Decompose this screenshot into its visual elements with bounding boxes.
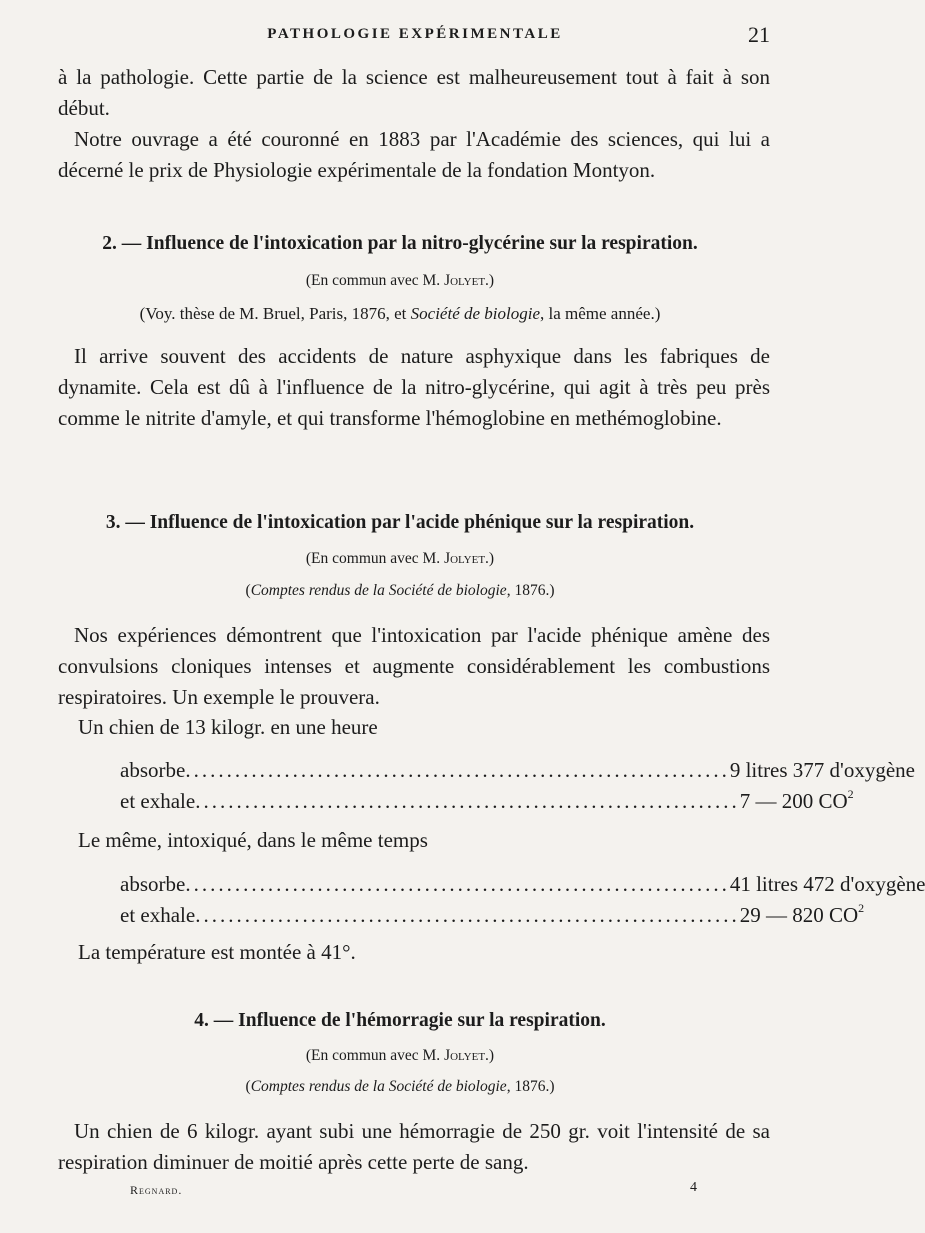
data-row-absorbe-1: absorbe .................................................................. 9 litres 377 d'oxygène <box>120 758 915 782</box>
section-2-collaboration: (En commun avec M. Jolyet.) <box>305 272 495 289</box>
section-3-line-a: Un chien de 13 kilogr. en une heure <box>78 715 378 739</box>
intro-paragraph-end: à la pathologie. Cette partie de la science est malheureusement tout à fait à son début. <box>58 65 770 120</box>
section-2-body: Il arrive souvent des accidents de nature asphyxique dans les fabriques de dynamite. Cela est dû à l'influence de la nitro-glycérine, qui agit à très peu près comme le nitrite d'amyle, et qui transforme l'hémoglobine en methémoglobine. <box>58 344 770 430</box>
section-3-line-b: Le même, intoxiqué, dans le même temps <box>78 828 428 852</box>
section-2-heading: 2. — Influence de l'intoxication par la nitro-glycérine sur la respiration. <box>102 233 698 254</box>
running-header <box>60 22 770 50</box>
section-4-heading: 4. — Influence de l'hémorragie sur la respiration. <box>194 1010 606 1031</box>
running-title: PATHOLOGIE EXPÉRIMENTALE <box>267 26 563 42</box>
page-number: 21 <box>748 22 770 47</box>
section-3-reference: (Comptes rendus de la Société de biologie, 1876.) <box>245 582 555 599</box>
footer-author: Regnard. <box>130 1183 183 1197</box>
section-3-collaboration: (En commun avec M. Jolyet.) <box>305 550 495 567</box>
data-row-absorbe-2: absorbe .................................................................. 41 litres 472 d'oxygène <box>120 872 925 896</box>
data-row-exhale-1: et exhale .................................................................. 7 — 200 $CO^2$ <box>120 787 854 813</box>
section-3-body: Nos expériences démontrent que l'intoxication par l'acide phénique amène des convulsions cloniques intenses et augmente considérablement les combustions respiratoires. Un exemple le prouvera. <box>58 623 770 709</box>
data-row-exhale-2: et exhale .................................................................. 29 — 820 $CO^2$ <box>120 901 865 927</box>
section-4-reference: (Comptes rendus de la Société de biologie, 1876.) <box>245 1078 555 1095</box>
footer-signature: 4 <box>690 1180 697 1195</box>
section-2-reference: (Voy. thèse de M. Bruel, Paris, 1876, et Société de biologie, la même année.) <box>139 304 661 323</box>
intro-paragraph: Notre ouvrage a été couronné en 1883 par l'Académie des sciences, qui lui a décerné le prix de Physiologie expérimentale de la fondation Montyon. <box>58 127 770 182</box>
section-4-body: Un chien de 6 kilogr. ayant subi une hémorragie de 250 gr. voit l'intensité de sa respiration diminuer de moitié après cette perte de sang. <box>58 1119 770 1174</box>
section-4-collaboration: (En commun avec M. Jolyet.) <box>305 1047 495 1064</box>
section-3-line-c: La température est montée à 41°. <box>78 940 356 964</box>
section-3-heading: 3. — Influence de l'intoxication par l'acide phénique sur la respiration. <box>105 512 695 533</box>
